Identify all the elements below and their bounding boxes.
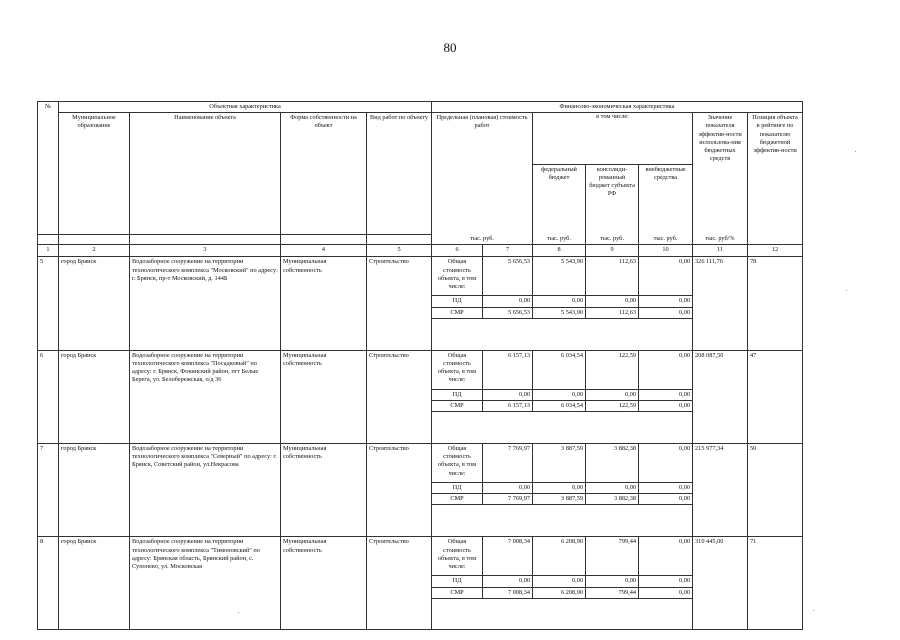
pd-consolidated: 0,00: [586, 296, 639, 307]
header-ownership: Форма собственности на объект: [281, 113, 367, 235]
object-name-cell: Водозаборное сооружение на территории технологического комплекса "Тимоновский" по адресу: Брянская область, Брянский район, с. Супонево, ул. Московская: [130, 537, 281, 629]
scan-speck: [238, 612, 239, 613]
units-cell-empty: [748, 234, 803, 245]
rating-cell: 71: [748, 537, 803, 629]
header-work-type: Вид работ по объекту: [367, 113, 432, 235]
header-max-cost-space: [432, 164, 533, 234]
ownership-cell: Муниципальная собственность: [281, 350, 367, 443]
work-type-cell: Строительство: [367, 350, 432, 443]
header-indicator: Значение показателя эффектив-ности использова-ния бюджетных средств: [693, 113, 748, 165]
header-including: в том числе:: [533, 113, 693, 165]
column-number-row: [38, 245, 803, 257]
row-number: 8: [38, 537, 59, 629]
smr-consolidated: 122,59: [586, 400, 639, 411]
total-cost: 7 769,97: [483, 444, 533, 483]
header-units-row: [38, 234, 803, 245]
work-type-cell: Строительство: [367, 257, 432, 350]
total-consolidated: 112,63: [586, 257, 639, 296]
object-name-cell: Водозаборное сооружение на территории технологического комплекса "Северный" по адресу: г. Брянск, Советский район, ул.Некрасова: [130, 444, 281, 537]
indicator-cell: 208 087,50: [693, 350, 748, 443]
header-object-group: Объектная характеристика: [59, 102, 432, 113]
pd-federal: 0,00: [533, 389, 586, 400]
smr-label: СМР: [432, 307, 483, 318]
row-number: 7: [38, 444, 59, 537]
row-number: 5: [38, 257, 59, 350]
scan-speck: [813, 610, 814, 611]
smr-federal: 6 208,90: [533, 587, 586, 598]
header-municipality: Муниципальное образование: [59, 113, 130, 235]
indicator-cell: 215 977,34: [693, 444, 748, 537]
pd-federal: 0,00: [533, 296, 586, 307]
municipality-cell: город Брянск: [59, 257, 130, 350]
column-number: 11: [693, 245, 748, 257]
total-cost: 7 008,34: [483, 537, 533, 576]
header-indicator-space: [693, 164, 748, 234]
spacer-cell: [432, 318, 693, 350]
rating-cell: 50: [748, 444, 803, 537]
pd-label: ПД: [432, 576, 483, 587]
scan-speck: [855, 151, 856, 152]
total-extrabudget: 0,00: [639, 257, 693, 296]
column-number: 7: [483, 245, 533, 257]
column-number: 6: [432, 245, 483, 257]
pd-cost: 0,00: [483, 576, 533, 587]
smr-cost: 7 769,97: [483, 494, 533, 505]
units-indicator: тыс. руб/%: [693, 234, 748, 245]
pd-federal: 0,00: [533, 576, 586, 587]
table-row: [38, 537, 803, 576]
total-label: Общая стоимость объекта, в том числе:: [432, 537, 483, 576]
pd-extrabudget: 0,00: [639, 389, 693, 400]
smr-label: СМР: [432, 400, 483, 411]
column-number: 9: [586, 245, 639, 257]
total-extrabudget: 0,00: [639, 350, 693, 389]
ownership-cell: Муниципальная собственность: [281, 257, 367, 350]
municipality-cell: город Брянск: [59, 537, 130, 629]
total-consolidated: 3 882,38: [586, 444, 639, 483]
indicator-cell: 326 111,76: [693, 257, 748, 350]
units-extrabudget: тыс. руб.: [639, 234, 693, 245]
smr-extrabudget: 0,00: [639, 307, 693, 318]
pd-label: ПД: [432, 483, 483, 494]
total-federal: 3 887,59: [533, 444, 586, 483]
units-consolidated: тыс. руб.: [586, 234, 639, 245]
smr-extrabudget: 0,00: [639, 400, 693, 411]
spacer-cell: [432, 598, 693, 629]
header-sub-row: [38, 113, 803, 165]
pd-cost: 0,00: [483, 483, 533, 494]
pd-federal: 0,00: [533, 483, 586, 494]
column-number: 1: [38, 245, 59, 257]
pd-extrabudget: 0,00: [639, 296, 693, 307]
page-number: 80: [443, 40, 457, 55]
investment-table: [37, 101, 803, 630]
smr-cost: 7 008,34: [483, 587, 533, 598]
object-name-cell: Водозаборное сооружение на территории технологического комплекса "Посадковый" по адресу: г. Брянск, Фокинский район, пгт Белые Берега, ул. Белобережская, о/д 36: [130, 350, 281, 443]
smr-federal: 6 034,54: [533, 400, 586, 411]
header-federal: федеральный бюджет: [533, 164, 586, 234]
smr-cost: 6 157,13: [483, 400, 533, 411]
header-rating-space: [748, 164, 803, 234]
smr-extrabudget: 0,00: [639, 494, 693, 505]
header-rating: Позиция объекта в рейтинге по показателю бюджетной эффектив-ности: [748, 113, 803, 165]
column-number: 8: [533, 245, 586, 257]
column-number: 5: [367, 245, 432, 257]
municipality-cell: город Брянск: [59, 350, 130, 443]
row-number: 6: [38, 350, 59, 443]
ownership-cell: Муниципальная собственность: [281, 537, 367, 629]
pd-extrabudget: 0,00: [639, 576, 693, 587]
pd-consolidated: 0,00: [586, 483, 639, 494]
column-number: 2: [59, 245, 130, 257]
header-max-cost: [432, 113, 533, 165]
header-consolidated: консолиди-рованный бюджет субъекта РФ: [586, 164, 639, 234]
total-cost: 6 157,13: [483, 350, 533, 389]
total-label: Общая стоимость объекта, в том числе:: [432, 350, 483, 389]
units-cost: тыс. руб.: [432, 234, 533, 245]
total-federal: 6 208,90: [533, 537, 586, 576]
smr-federal: 5 543,90: [533, 307, 586, 318]
smr-label: СМР: [432, 494, 483, 505]
smr-consolidated: 112,63: [586, 307, 639, 318]
total-label: Общая стоимость объекта, в том числе:: [432, 444, 483, 483]
header-group-row: [38, 102, 803, 113]
pd-consolidated: 0,00: [586, 389, 639, 400]
column-number: 4: [281, 245, 367, 257]
units-cell-empty: [367, 234, 432, 245]
smr-consolidated: 3 882,38: [586, 494, 639, 505]
pd-consolidated: 0,00: [586, 576, 639, 587]
table-row: [38, 350, 803, 389]
object-name-cell: Водозаборное сооружение на территории технологического комплекса "Московский" по адресу: г. Брянск, пр-т Московский, д. 144Б: [130, 257, 281, 350]
units-federal: тыс. руб.: [533, 234, 586, 245]
total-federal: 5 543,90: [533, 257, 586, 296]
indicator-cell: 310 445,00: [693, 537, 748, 629]
units-cell-empty: [281, 234, 367, 245]
municipality-cell: город Брянск: [59, 444, 130, 537]
spacer-cell: [432, 412, 693, 444]
work-type-cell: Строительство: [367, 537, 432, 629]
header-object-name: Наименование объекта: [130, 113, 281, 235]
smr-cost: 5 656,53: [483, 307, 533, 318]
smr-label: СМР: [432, 587, 483, 598]
rating-cell: 47: [748, 350, 803, 443]
header-max-cost-text: Предельная (плановая) стоимость работ: [436, 114, 528, 130]
units-cell-empty: [130, 234, 281, 245]
header-no: №: [38, 102, 59, 235]
spacer-cell: [432, 505, 693, 537]
pd-cost: 0,00: [483, 389, 533, 400]
total-consolidated: 122,59: [586, 350, 639, 389]
pd-label: ПД: [432, 389, 483, 400]
header-finance-group: Финансово-экономическая характеристика: [432, 102, 803, 113]
column-number: 10: [639, 245, 693, 257]
pd-extrabudget: 0,00: [639, 483, 693, 494]
ownership-cell: Муниципальная собственность: [281, 444, 367, 537]
table-row: [38, 444, 803, 483]
pd-label: ПД: [432, 296, 483, 307]
work-type-cell: Строительство: [367, 444, 432, 537]
total-federal: 6 034,54: [533, 350, 586, 389]
total-extrabudget: 0,00: [639, 537, 693, 576]
scan-speck: [846, 290, 847, 291]
total-label: Общая стоимость объекта, в том числе:: [432, 257, 483, 296]
rating-cell: 78: [748, 257, 803, 350]
total-consolidated: 799,44: [586, 537, 639, 576]
smr-extrabudget: 0,00: [639, 587, 693, 598]
pd-cost: 0,00: [483, 296, 533, 307]
column-number: 12: [748, 245, 803, 257]
table-row: [38, 257, 803, 296]
units-cell-empty: [59, 234, 130, 245]
smr-federal: 3 887,59: [533, 494, 586, 505]
smr-consolidated: 799,44: [586, 587, 639, 598]
column-number: 3: [130, 245, 281, 257]
header-extrabudget: внебюджетные средства: [639, 164, 693, 234]
total-extrabudget: 0,00: [639, 444, 693, 483]
total-cost: 5 656,53: [483, 257, 533, 296]
units-cell-empty: [38, 234, 59, 245]
